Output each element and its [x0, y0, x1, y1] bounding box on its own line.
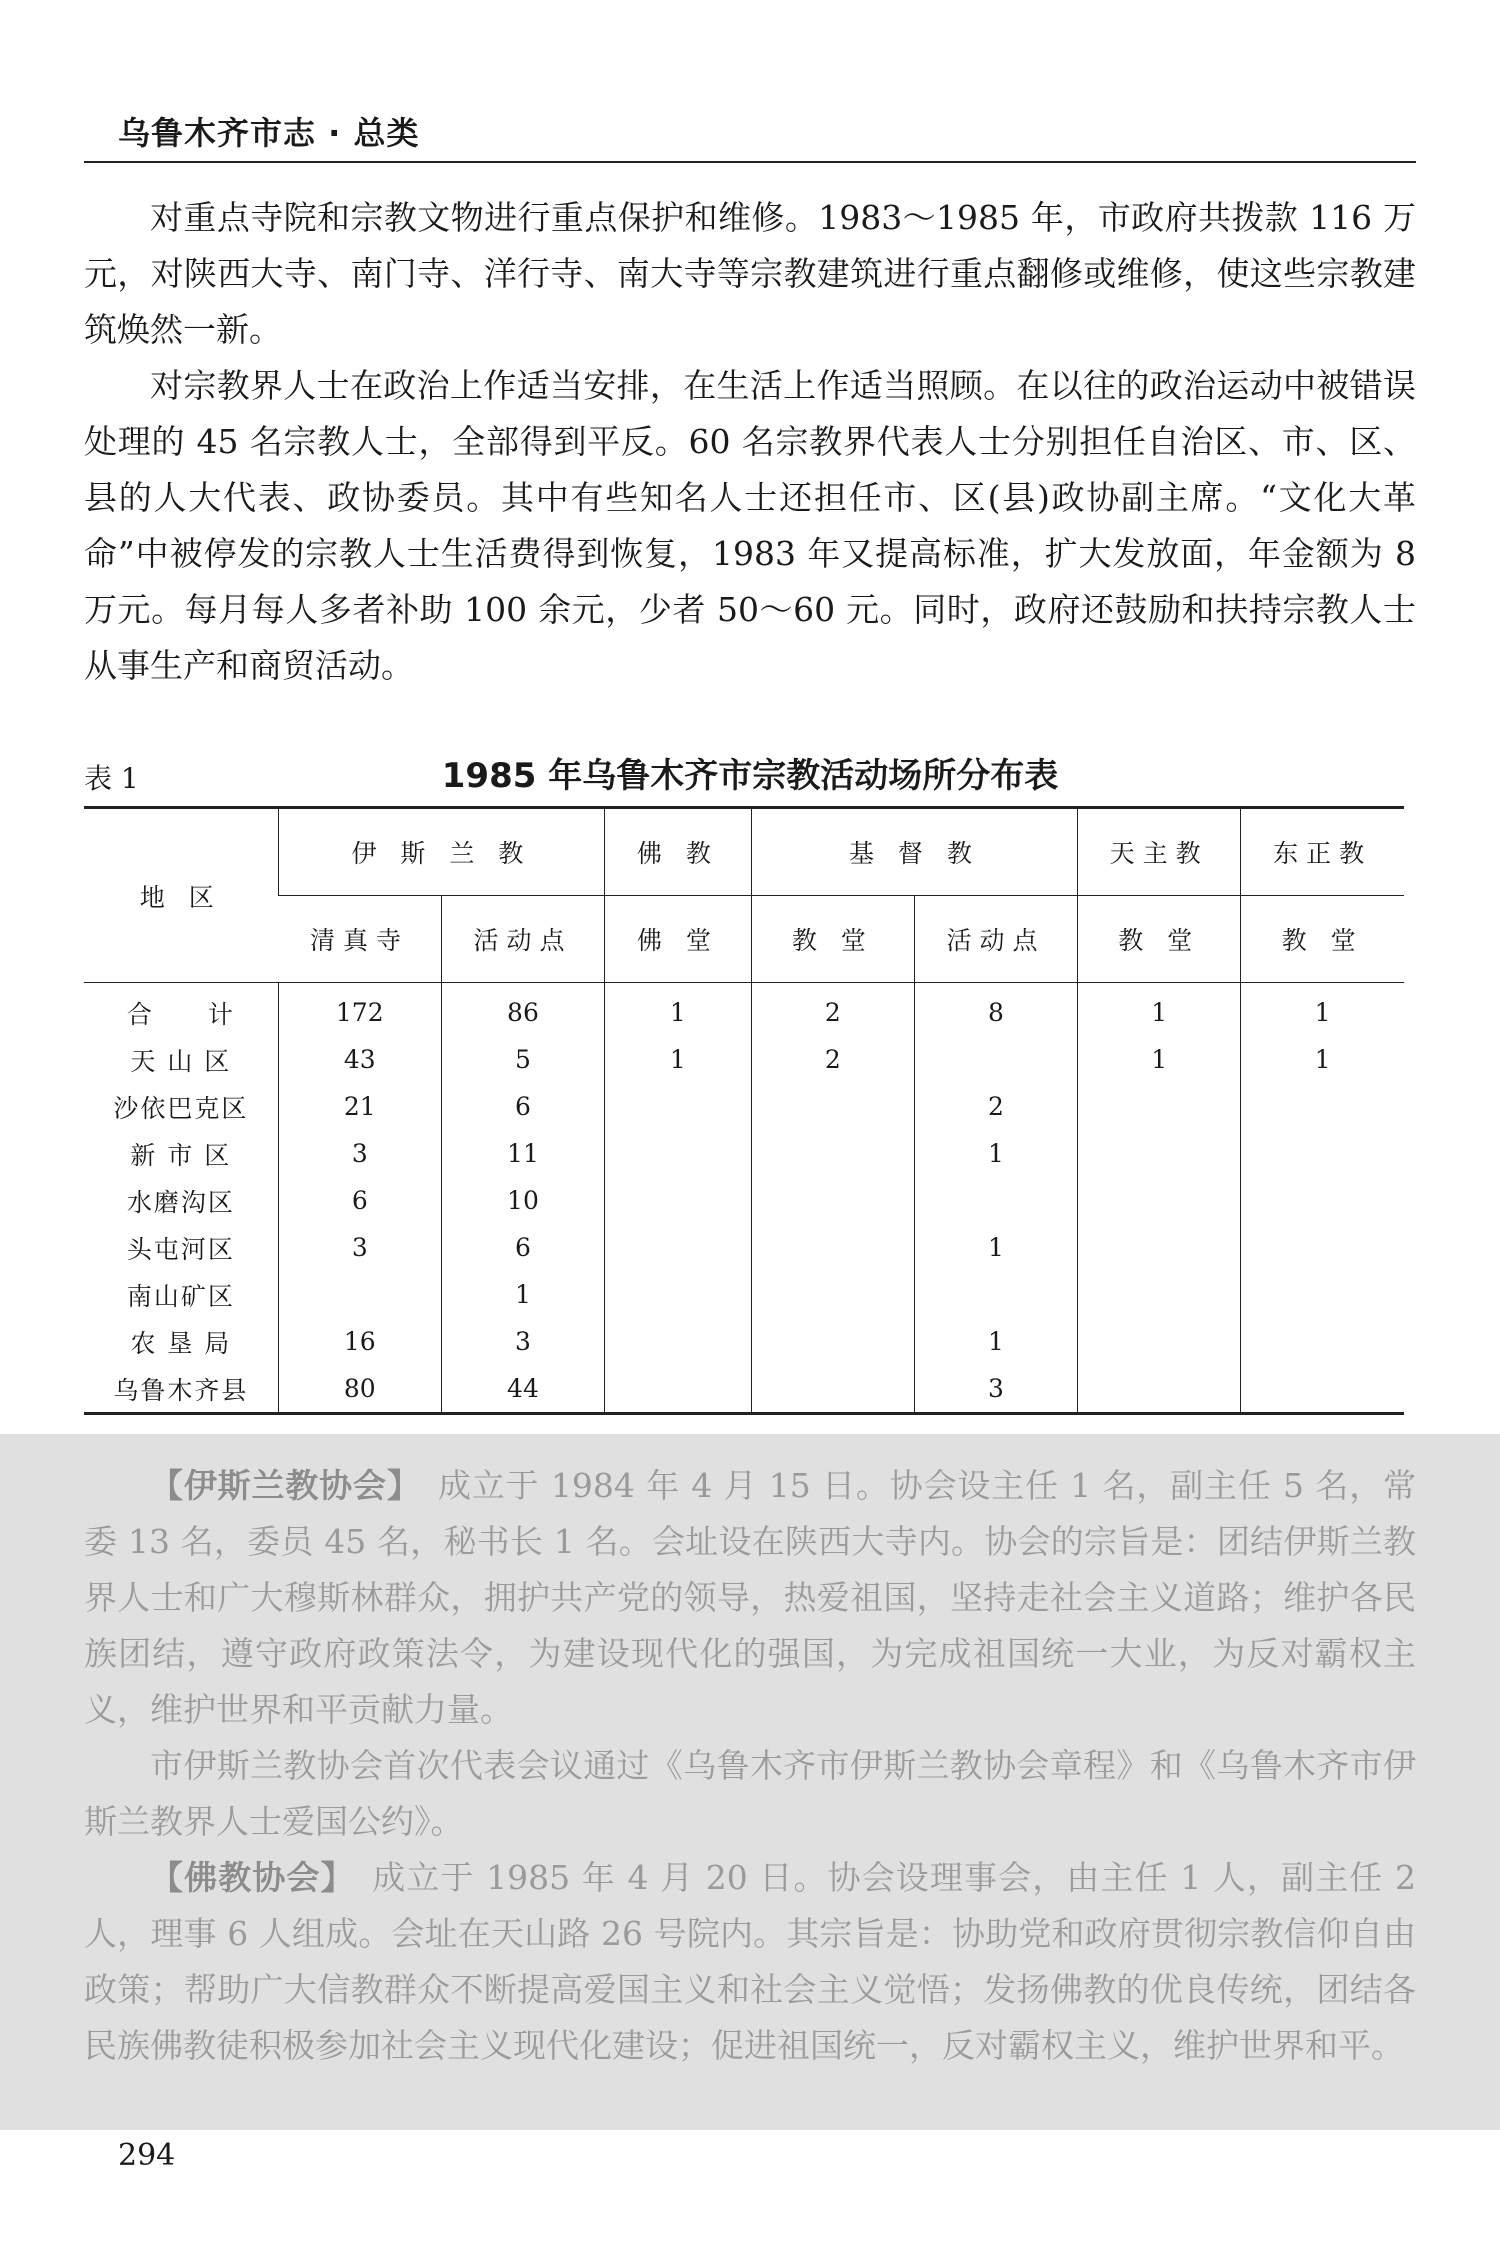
- count-cell: 11: [441, 1130, 604, 1177]
- count-cell: 1: [605, 983, 752, 1037]
- count-cell: [914, 1271, 1077, 1318]
- buddhism-association-text: 成立于 1985 年 4 月 20 日。协会设理事会，由主任 1 人，副主任 2 人，理事 6 人组成。会址在天山路 26 号院内。其宗旨是：协助党和政府贯彻宗教信仰自由政策；帮助广大信教群众不断提高爱国主义和社会主义觉悟；发扬佛教的优良传统，团结各民族佛教徒积极参加社会主义现代化建设；促进祖国统一，反对霸权主义，维护世界和平。: [84, 1858, 1416, 2065]
- header-rule: [84, 161, 1416, 163]
- sub-header-islam-activity: 活动点: [441, 896, 604, 983]
- count-cell: [605, 1365, 752, 1414]
- count-cell: [278, 1271, 441, 1318]
- christianity-header: 基 督 教: [751, 808, 1077, 896]
- count-cell: 1: [605, 1036, 752, 1083]
- region-cell: 水磨沟区: [126, 1187, 235, 1217]
- count-cell: 1: [1241, 983, 1404, 1037]
- table-row: [84, 1365, 1404, 1414]
- table-row: [84, 1318, 1404, 1365]
- buddhism-header: 佛 教: [605, 808, 752, 896]
- religious-sites-table: [84, 806, 1404, 1415]
- count-cell: [605, 1130, 752, 1177]
- sub-header-christian-church: 教 堂: [751, 896, 914, 983]
- count-cell: 172: [278, 983, 441, 1037]
- count-cell: [751, 1177, 914, 1224]
- region-cell: 合 计: [126, 999, 235, 1029]
- sub-header-christian-activity: 活动点: [914, 896, 1077, 983]
- count-cell: 2: [751, 983, 914, 1037]
- count-cell: [751, 1130, 914, 1177]
- sub-header-buddhist-hall: 佛 堂: [605, 896, 752, 983]
- count-cell: 6: [278, 1177, 441, 1224]
- count-cell: [751, 1365, 914, 1414]
- table-row: [84, 1130, 1404, 1177]
- count-cell: 1: [914, 1130, 1077, 1177]
- region-cell: 新 市 区: [130, 1140, 232, 1170]
- count-cell: [1241, 1177, 1404, 1224]
- islam-association-paragraph: [84, 1458, 1416, 1738]
- table-row: [84, 1271, 1404, 1318]
- count-cell: 6: [441, 1224, 604, 1271]
- count-cell: 43: [278, 1036, 441, 1083]
- table-header-row-1: [84, 808, 1404, 896]
- count-cell: 3: [278, 1224, 441, 1271]
- count-cell: [751, 1271, 914, 1318]
- count-cell: 3: [441, 1318, 604, 1365]
- sub-header-mosque: 清真寺: [278, 896, 441, 983]
- catholic-header: 天主教: [1078, 808, 1241, 896]
- region-cell: 乌鲁木齐县: [84, 1365, 278, 1414]
- page-number: 294: [118, 2138, 176, 2173]
- count-cell: 1: [914, 1224, 1077, 1271]
- count-cell: [1078, 1177, 1241, 1224]
- count-cell: 8: [914, 983, 1077, 1037]
- sub-header-catholic-church: 教 堂: [1078, 896, 1241, 983]
- buddhism-association-paragraph: [84, 1850, 1416, 2074]
- paragraph-1: 对重点寺院和宗教文物进行重点保护和维修。1983～1985 年，市政府共拨款 116 万元，对陕西大寺、南门寺、洋行寺、南大寺等宗教建筑进行重点翻修或维修，使这些宗教建筑焕然一新。: [84, 198, 1416, 349]
- count-cell: [914, 1036, 1077, 1083]
- count-cell: [1078, 1318, 1241, 1365]
- count-cell: 16: [278, 1318, 441, 1365]
- count-cell: 10: [441, 1177, 604, 1224]
- count-cell: [751, 1224, 914, 1271]
- body-text-top: [84, 190, 1416, 694]
- islam-association-label: 【伊斯兰教协会】: [150, 1466, 405, 1505]
- count-cell: 6: [441, 1083, 604, 1130]
- count-cell: [605, 1318, 752, 1365]
- region-cell: 头屯河区: [126, 1234, 235, 1264]
- table-title: 1985 年乌鲁木齐市宗教活动场所分布表: [441, 756, 1059, 796]
- table-row: [84, 1224, 1404, 1271]
- count-cell: [1241, 1130, 1404, 1177]
- count-cell: [1078, 1224, 1241, 1271]
- count-cell: 86: [441, 983, 604, 1037]
- count-cell: 1: [1078, 983, 1241, 1037]
- count-cell: [1078, 1271, 1241, 1318]
- count-cell: 21: [278, 1083, 441, 1130]
- count-cell: 1: [441, 1271, 604, 1318]
- count-cell: 1: [1078, 1036, 1241, 1083]
- paragraph-2: 对宗教界人士在政治上作适当安排，在生活上作适当照顾。在以往的政治运动中被错误处理的 45 名宗教人士，全部得到平反。60 名宗教界代表人士分别担任自治区、市、区、县的人大代表、政协委员。其中有些知名人士还担任市、区(县)政协副主席。“文化大革命”中被停发的宗教人士生活费得到恢复，1983 年又提高标准，扩大发放面，年金额为 8 万元。每月每人多者补助 100 余元，少者 50～60 元。同时，政府还鼓励和扶持宗教人士从事生产和商贸活动。: [84, 366, 1416, 685]
- running-header-title: 乌鲁木齐市志 · 总类: [118, 114, 420, 152]
- orthodox-header: 东正教: [1241, 808, 1404, 896]
- region-header: 地 区: [84, 808, 278, 983]
- count-cell: [1241, 1318, 1404, 1365]
- count-cell: [605, 1271, 752, 1318]
- count-cell: 1: [1241, 1036, 1404, 1083]
- count-cell: [605, 1224, 752, 1271]
- table-row: [84, 1177, 1404, 1224]
- table-row: [84, 983, 1404, 1037]
- count-cell: 44: [441, 1365, 604, 1414]
- associations-text: [84, 1458, 1416, 2074]
- count-cell: 1: [914, 1318, 1077, 1365]
- count-cell: [605, 1177, 752, 1224]
- count-cell: [1241, 1271, 1404, 1318]
- table-header-row-2: [84, 896, 1404, 983]
- count-cell: [1241, 1224, 1404, 1271]
- region-cell: 天 山 区: [130, 1046, 232, 1076]
- buddhism-association-label: 【佛教协会】: [150, 1858, 339, 1897]
- count-cell: [751, 1318, 914, 1365]
- count-cell: [605, 1083, 752, 1130]
- count-cell: [914, 1177, 1077, 1224]
- count-cell: [751, 1083, 914, 1130]
- islam-association-text: 成立于 1984 年 4 月 15 日。协会设主任 1 名，副主任 5 名，常委 13 名，委员 45 名，秘书长 1 名。会址设在陕西大寺内。协会的宗旨是：团结伊斯兰教界人士和广大穆斯林群众，拥护共产党的领导，热爱祖国，坚持走社会主义道路；维护各民族团结，遵守政府政策法令，为建设现代化的强国，为完成祖国统一大业，为反对霸权主义，维护世界和平贡献力量。: [84, 1466, 1417, 1729]
- table-number: 表 1: [84, 762, 139, 795]
- table-row: [84, 1083, 1404, 1130]
- count-cell: 3: [914, 1365, 1077, 1414]
- region-cell: 农 垦 局: [130, 1328, 232, 1358]
- islam-header: 伊 斯 兰 教: [278, 808, 604, 896]
- islam-association-paragraph-2: 市伊斯兰教协会首次代表会议通过《乌鲁木齐市伊斯兰教协会章程》和《乌鲁木齐市伊斯兰教界人士爱国公约》。: [84, 1746, 1416, 1841]
- sub-header-orthodox-church: 教 堂: [1241, 896, 1404, 983]
- count-cell: 2: [751, 1036, 914, 1083]
- region-cell: 南山矿区: [126, 1281, 235, 1311]
- count-cell: [1078, 1365, 1241, 1414]
- count-cell: [1078, 1130, 1241, 1177]
- count-cell: 5: [441, 1036, 604, 1083]
- table-row: [84, 1036, 1404, 1083]
- count-cell: 80: [278, 1365, 441, 1414]
- count-cell: 2: [914, 1083, 1077, 1130]
- region-cell: 沙依巴克区: [113, 1093, 249, 1123]
- count-cell: 3: [278, 1130, 441, 1177]
- count-cell: [1078, 1083, 1241, 1130]
- count-cell: [1241, 1365, 1404, 1414]
- count-cell: [1241, 1083, 1404, 1130]
